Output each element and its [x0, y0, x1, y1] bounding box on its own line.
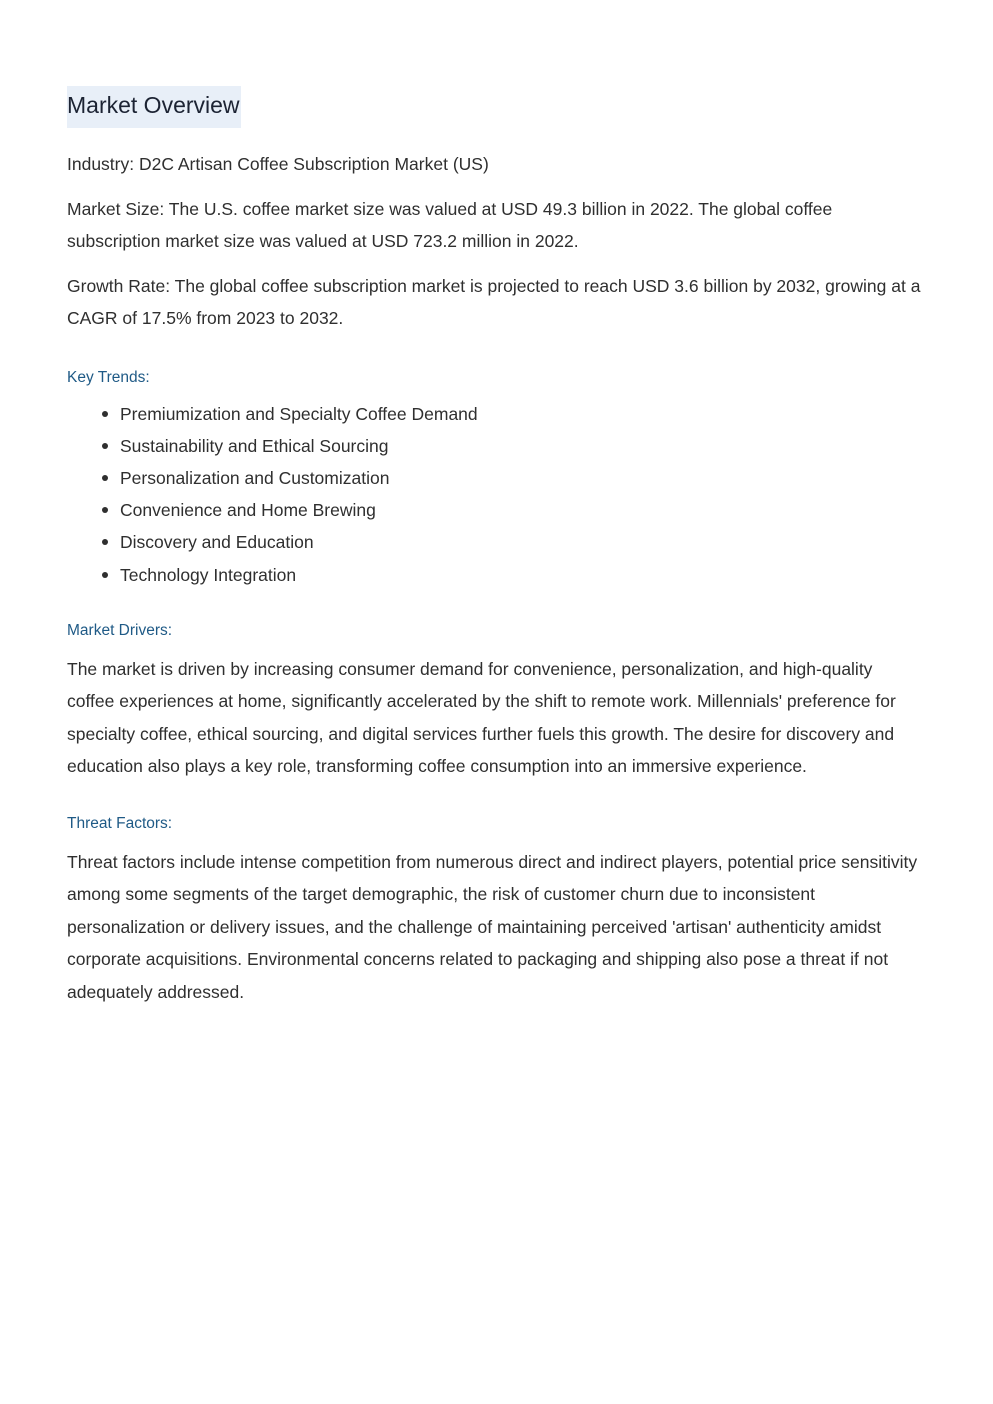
list-item-text: Discovery and Education [120, 532, 314, 553]
key-trends-list [67, 398, 923, 591]
bullet-icon [102, 475, 108, 481]
market-drivers-heading: Market Drivers: [67, 621, 173, 639]
list-item [120, 462, 923, 494]
threat-factors-paragraph: Threat factors include intense competition from numerous direct and indirect players, potential price sensitivity among some segments of the target demographic, the risk of customer churn due to inconsistent personalization or delivery issues, and the challenge of maintaining perceived 'artisan' authenticity amidst corporate acquisitions. Environmental concerns related to packaging and shipping also pose a threat if not adequately addressed. [67, 851, 918, 1002]
list-item-text: Sustainability and Ethical Sourcing [120, 435, 389, 456]
list-item [120, 526, 923, 558]
list-item [120, 559, 923, 591]
bullet-icon [102, 539, 108, 545]
list-item-text: Technology Integration [120, 564, 297, 585]
growth-rate-paragraph: Growth Rate: The global coffee subscription market is projected to reach USD 3.6 billion by 2032, growing at a CAGR of 17.5% from 2023 to 2032. [67, 275, 921, 328]
bullet-icon [102, 507, 108, 513]
key-trends-heading: Key Trends: [67, 368, 150, 386]
threat-factors-heading: Threat Factors: [67, 814, 173, 832]
industry-line: Industry: D2C Artisan Coffee Subscription Market (US) [67, 154, 489, 174]
list-item-text: Personalization and Customization [120, 467, 390, 488]
market-size-paragraph: Market Size: The U.S. coffee market size was valued at USD 49.3 billion in 2022. The global coffee subscription market size was valued at USD 723.2 million in 2022. [67, 198, 833, 251]
list-item [120, 494, 923, 526]
list-item [120, 430, 923, 462]
list-item-text: Premiumization and Specialty Coffee Demand [120, 403, 478, 424]
market-drivers-paragraph: The market is driven by increasing consumer demand for convenience, personalization, and high-quality coffee experiences at home, significantly accelerated by the shift to remote work. Millennials' preference for specialty coffee, ethical sourcing, and digital services further fuels this growth. The desire for discovery and education also plays a key role, transforming coffee consumption into an immersive experience. [67, 658, 896, 777]
page-title: Market Overview [67, 86, 241, 128]
list-item-text: Convenience and Home Brewing [120, 500, 376, 521]
list-item [120, 398, 923, 430]
bullet-icon [102, 443, 108, 449]
bullet-icon [102, 572, 108, 578]
bullet-icon [102, 411, 108, 417]
